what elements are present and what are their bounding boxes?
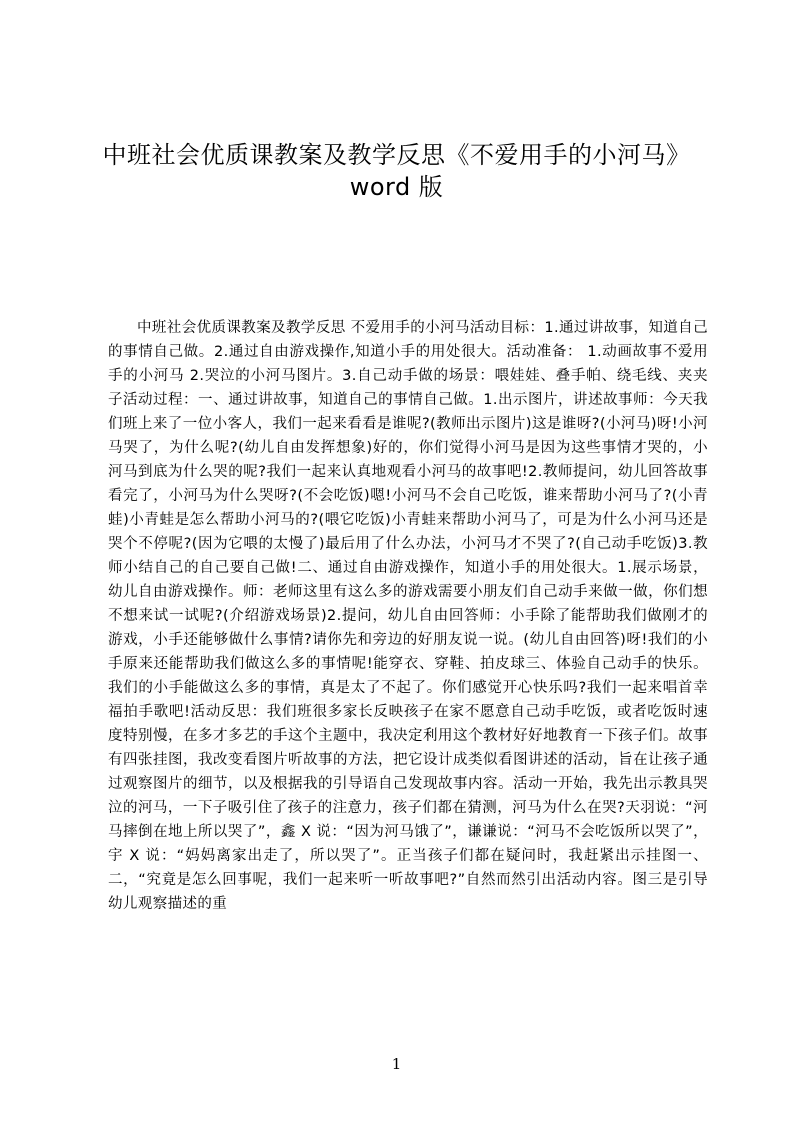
title-line-main: 中班社会优质课教案及教学反思《不爱用手的小河马》 xyxy=(102,141,691,169)
body-paragraph: 中班社会优质课教案及教学反思 不爱用手的小河马活动目标：1.通过讲故事，知道自己的事情自己做。2.通过自由游戏操作,知道小手的用处很大。活动准备： 1.动画故事不爱用手的小河马 2.哭泣的小河马图片。3.自己动手做的场景：喂娃娃、叠手帕、绕毛线、夹夹子活动过程：一、通过讲故事，知道自己的事情自己做。1.出示图片，讲述故事师：今天我们班上来了一位小客人，我们一起来看看是谁呢?(教师出示图片)这是谁呀?(小河马)呀!小河马哭了，为什么呢?(幼儿自由发挥想象)好的，你们觉得小河马是因为这些事情才哭的，小河马到底为什么哭的呢?我们一起来认真地观看小河马的故事吧!2.教师提问，幼儿回答故事看完了，小河马为什么哭呀?(不会吃饭)嗯!小河马不会自己吃饭，谁来帮助小河马了?(小青蛙)小青蛙是怎么帮助小河马的?(喂它吃饭)小青蛙来帮助小河马了，可是为什么小河马还是哭个不停呢?(因为它喂的太慢了)最后用了什么办法，小河马才不哭了?(自己动手吃饭)3.教师小结自己的自己要自己做!二、通过自由游戏操作，知道小手的用处很大。1.展示场景，幼儿自由游戏操作。师：老师这里有这么多的游戏需要小朋友们自己动手来做一做，你们想不想来试一试呢?(介绍游戏场景)2.提问，幼儿自由回答师：小手除了能帮助我们做刚才的游戏，小手还能够做什么事情?请你先和旁边的好朋友说一说。(幼儿自由回答)呀!我们的小手原来还能帮助我们做这么多的事情呢!能穿衣、穿鞋、拍皮球三、体验自己动手的快乐。我们的小手能做这么多的事情，真是太了不起了。你们感觉开心快乐吗?我们一起来唱首幸福拍手歌吧!活动反思：我们班很多家长反映孩子在家不愿意自己动手吃饭，或者吃饭时速度特别慢，在多才多艺的手这个主题中，我决定利用这个教材好好地教育一下孩子们。故事有四张挂图，我改变看图片听故事的方法，把它设计成类似看图讲述的活动，旨在让孩子通过观察图片的细节，以及根据我的引导语自己发现故事内容。活动一开始，我先出示教具哭泣的河马，一下子吸引住了孩子的注意力，孩子们都在猜测，河马为什么在哭?天羽说：“河马摔倒在地上所以哭了”，鑫 X 说：“因为河马饿了”，谦谦说：“河马不会吃饭所以哭了”，宇 X 说：“妈妈离家出走了，所以哭了”。正当孩子们都在疑问时，我赶紧出示挂图一、二，“究竟是怎么回事呢，我们一起来听一听故事吧?”自然而然引出活动内容。图三是引导幼儿观察描述的重 xyxy=(108,320,708,912)
title-line-format: word 版 xyxy=(349,173,444,201)
page-number: 1 xyxy=(391,1055,402,1073)
document-title xyxy=(60,140,733,202)
